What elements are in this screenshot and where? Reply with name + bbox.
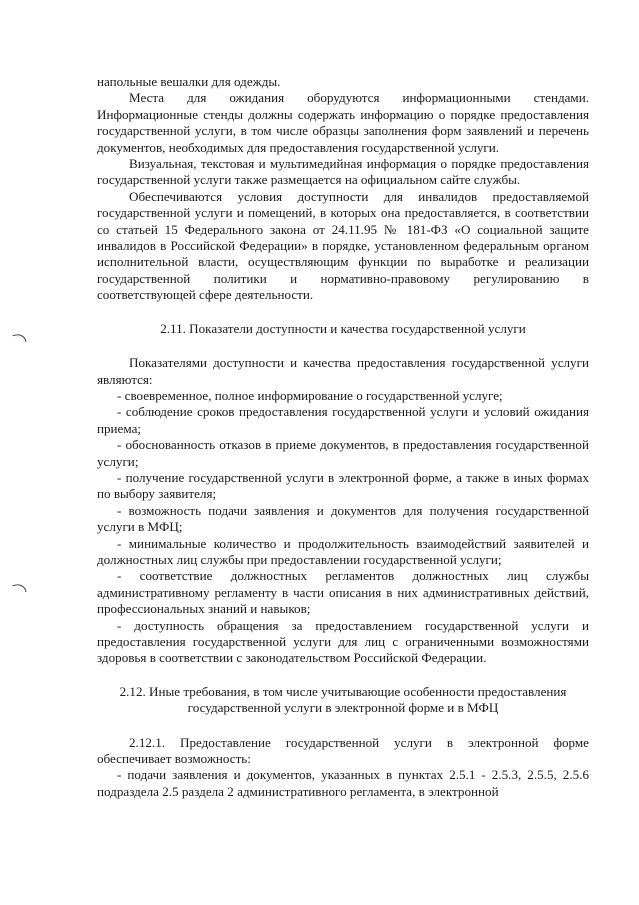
list-item: - обоснованность отказов в приеме документов, в предоставления государственной услуги; — [97, 437, 589, 469]
spacer — [97, 667, 589, 684]
margin-binding-mark-upper — [12, 333, 26, 344]
list-item: - соответствие должностных регламентов должностных лиц службы административному регламенту в части описания в них административных действий, профессиональных знаний и навыков; — [97, 568, 589, 617]
document-page — [97, 74, 589, 800]
list-item: - возможность подачи заявления и документов для получения государственной услуги в МФЦ; — [97, 502, 589, 535]
list-item: - своевременное, полное информирование о государственной услуге; — [117, 387, 503, 403]
margin-binding-mark-lower — [12, 583, 26, 594]
paragraph-visual-info: Визуальная, текстовая и мультимедийная информация о порядке предоставления государственной услуги также размещается на официальном сайте службы. — [97, 156, 589, 188]
continuation-line: напольные вешалки для одежды. — [97, 74, 281, 89]
paragraph-info-stands: Места для ожидания оборудуются информационными стендами. Информационные стенды должны содержать информацию о порядке предоставления государственной услуги, в том числе образцы заполнения форм заявлений и перечень документов, необходимых для предоставления государственной услуги. — [97, 90, 589, 155]
list-item: - получение государственной услуги в электронной форме, а также в иных формах по выбору заявителя; — [97, 469, 589, 502]
spacer — [97, 304, 589, 321]
paragraph-accessibility: Обеспечиваются условия доступности для инвалидов предоставляемой государственной услуги и помещений, в которых она предоставляется, в соответствии со статьей 15 Федерального закона от 24.11.95 № 181-ФЗ «О социальной защите инвалидов в Российской Федерации» в порядке, установленном федеральным органом исполнительной власти, осуществляющим функции по выработке и реализации государственной политики и нормативно-правовому регулированию в соответствующей сфере деятельности. — [97, 188, 589, 303]
spacer — [97, 337, 589, 355]
list-item: - соблюдение сроков предоставления государственной услуги и условий ожидания приема; — [97, 404, 589, 436]
spacer — [97, 717, 589, 735]
paragraph-indicators-intro: Показателями доступности и качества предоставления государственной услуги являются: — [97, 355, 589, 387]
paragraph-2-12-1: 2.12.1. Предоставление государственной услуги в электронной форме обеспечивает возможность: — [97, 734, 589, 767]
list-item: - минимальные количество и продолжительность взаимодействий заявителей и должностных лиц службы при предоставлении государственной услуги; — [97, 535, 589, 567]
section-heading-2-12: 2.12. Иные требования, в том числе учитывающие особенности предоставления государственной услуги в электронной форме и в МФЦ — [119, 683, 567, 716]
list-item: - доступность обращения за предоставлением государственной услуги и предоставления государственной услуги для лиц с ограниченными возможностями здоровья в соответствии с законодательством Российской Федерации. — [97, 617, 589, 666]
section-heading-2-11: 2.11. Показатели доступности и качества государственной услуги — [160, 320, 526, 336]
list-item: - подачи заявления и документов, указанных в пунктах 2.5.1 - 2.5.3, 2.5.5, 2.5.6 подраздела 2.5 раздела 2 административного регламента, в электронной — [97, 767, 589, 799]
